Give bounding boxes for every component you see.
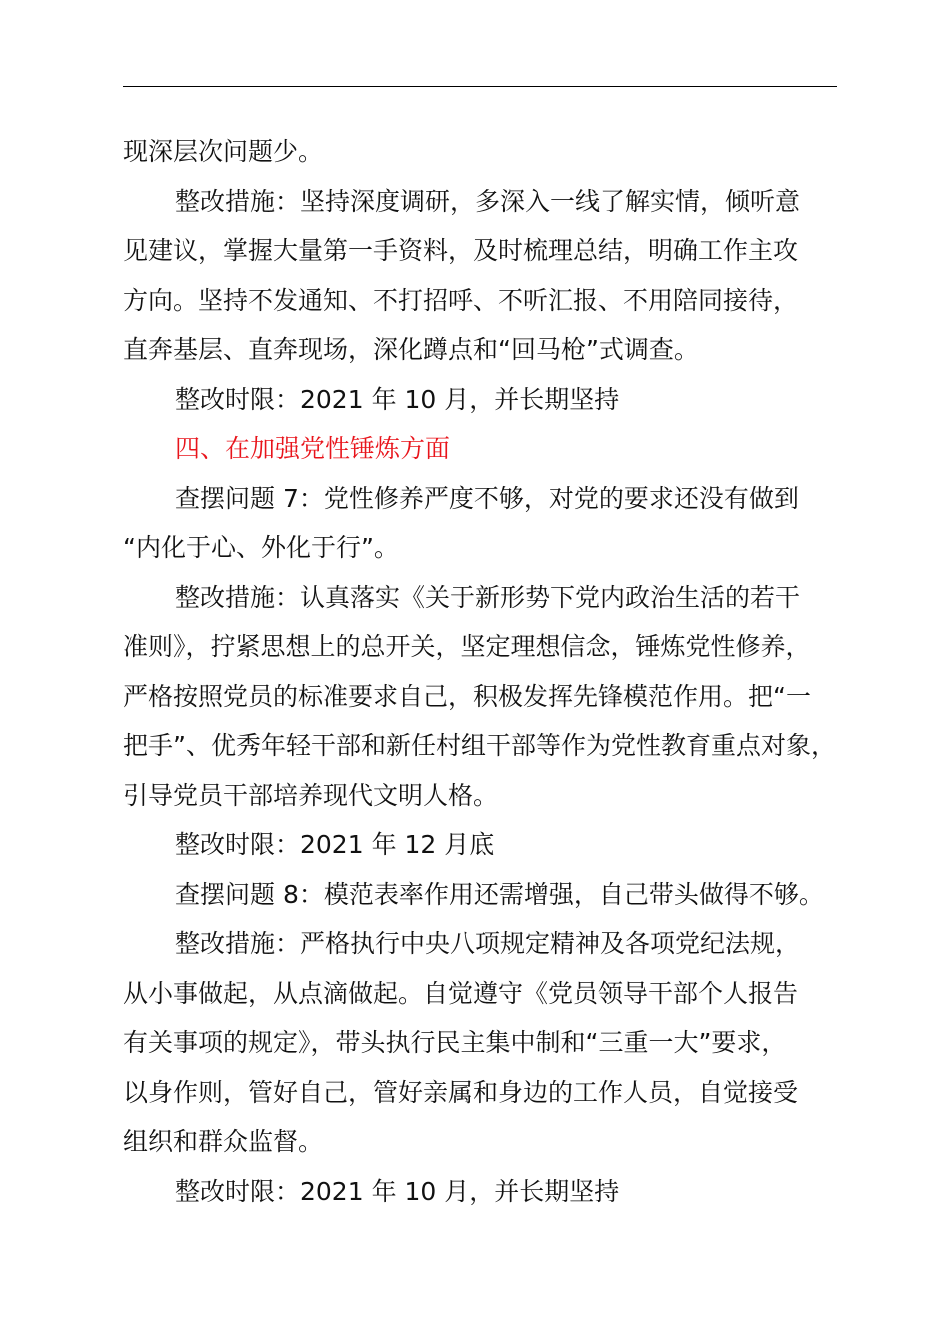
section-heading bbox=[123, 424, 841, 474]
text-line: 从小事做起，从点滴做起。自觉遵守《党员领导干部个人报告 bbox=[123, 978, 799, 1008]
text-line: 整改措施：坚持深度调研，多深入一线了解实情，倾听意 bbox=[175, 186, 801, 216]
text-line: 组织和群众监督。 bbox=[123, 1127, 324, 1156]
text-line: 整改时限：2021 年 10 月，并长期坚持 bbox=[175, 384, 620, 414]
text-line: 把手”、优秀年轻干部和新任村组干部等作为党性教育重点对象， bbox=[123, 731, 836, 760]
text-line: 引导党员干部培养现代文明人格。 bbox=[123, 780, 499, 810]
text-line: 查摆问题 7：党性修养严度不够，对党的要求还没有做到 bbox=[175, 483, 799, 513]
paragraph bbox=[123, 375, 841, 425]
paragraph bbox=[123, 820, 841, 870]
text-line: 查摆问题 8：模范表率作用还需增强，自己带头做得不够。 bbox=[175, 879, 824, 909]
text-line: 现深层次问题少。 bbox=[123, 137, 324, 166]
text-line: 准则》，拧紧思想上的总开关，坚定理想信念，锤炼党性修养， bbox=[123, 632, 811, 661]
text-line: 见建议，掌握大量第一手资料，及时梳理总结，明确工作主攻 bbox=[123, 236, 799, 265]
text-line: 有关事项的规定》，带头执行民主集中制和“三重一大”要求， bbox=[123, 1028, 787, 1057]
text-line: 以身作则，管好自己，管好亲属和身边的工作人员，自觉接受 bbox=[123, 1077, 799, 1107]
text-line: 直奔基层、直奔现场，深化蹲点和“回马枪”式调查。 bbox=[123, 335, 699, 364]
paragraph bbox=[123, 474, 841, 573]
document-body bbox=[123, 127, 841, 1216]
paragraph bbox=[123, 870, 841, 920]
text-line: 四、在加强党性锤炼方面 bbox=[175, 434, 451, 463]
text-line: 方向。坚持不发通知、不打招呼、不听汇报、不用陪同接待， bbox=[123, 285, 799, 315]
paragraph bbox=[123, 127, 841, 177]
paragraph bbox=[123, 177, 841, 375]
text-line: “内化于心、外化于行”。 bbox=[123, 533, 399, 562]
text-line: 整改时限：2021 年 10 月，并长期坚持 bbox=[175, 1176, 620, 1206]
paragraph bbox=[123, 919, 841, 1167]
paragraph bbox=[123, 1167, 841, 1217]
header-rule bbox=[123, 86, 837, 87]
text-line: 整改措施：严格执行中央八项规定精神及各项党纪法规， bbox=[175, 929, 801, 958]
paragraph bbox=[123, 573, 841, 821]
text-line: 整改时限：2021 年 12 月底 bbox=[175, 830, 495, 859]
text-line: 整改措施：认真落实《关于新形势下党内政治生活的若干 bbox=[175, 582, 801, 612]
text-line: 严格按照党员的标准要求自己，积极发挥先锋模范作用。把“一 bbox=[123, 681, 811, 711]
